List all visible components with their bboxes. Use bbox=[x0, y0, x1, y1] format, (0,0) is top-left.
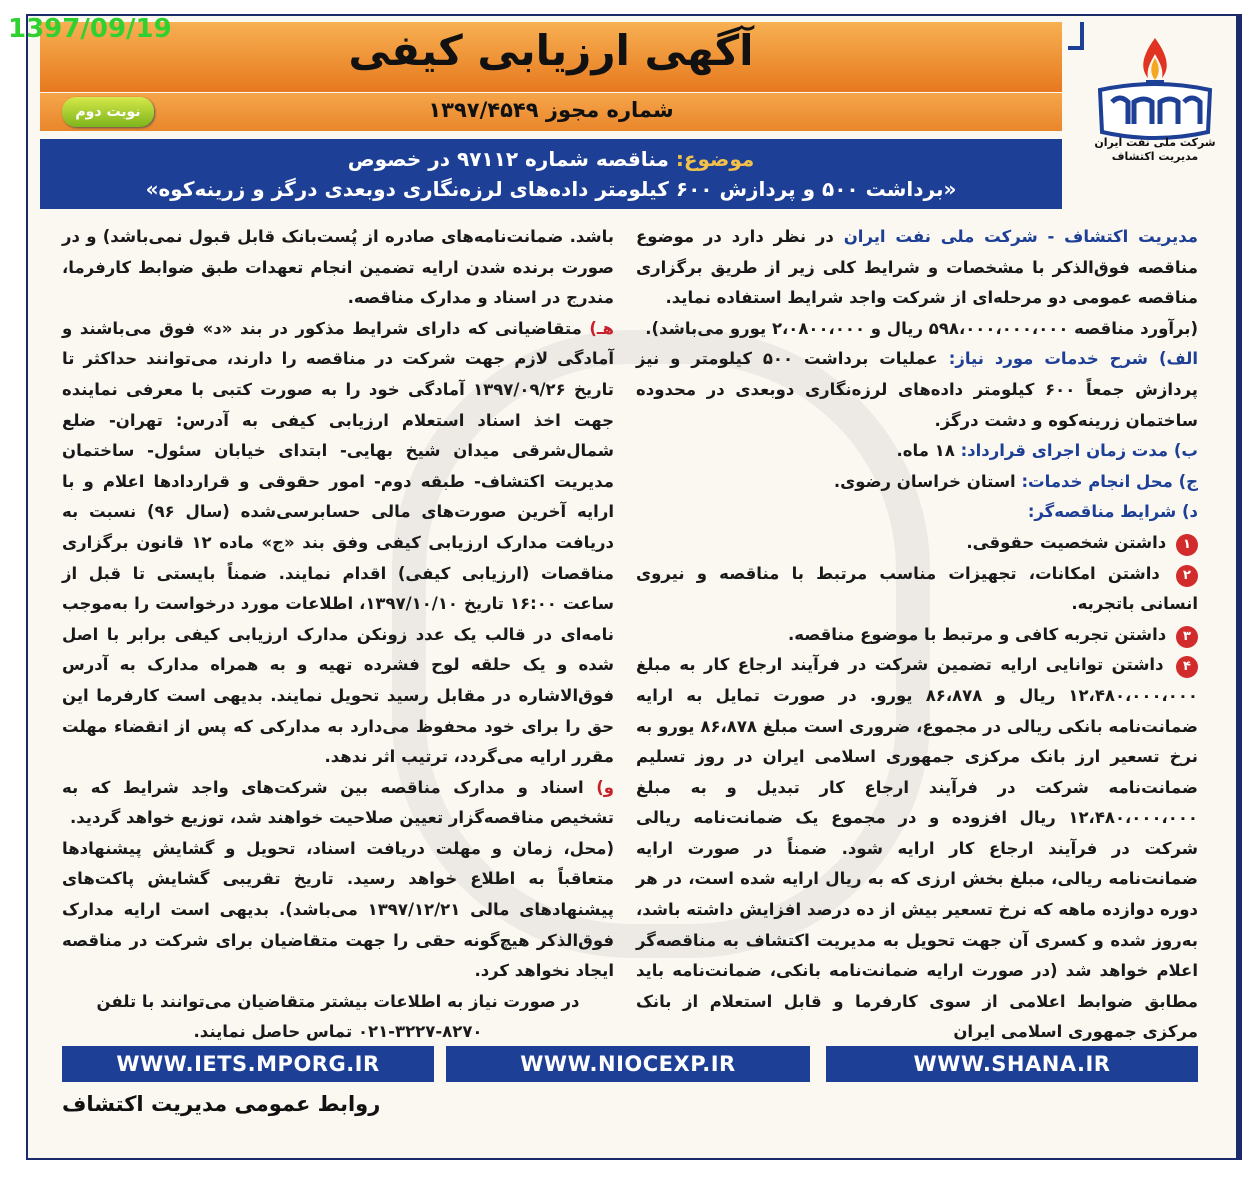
section-e-text: متقاضیانی که دارای شرایط مذکور در بند «د» فوق می‌باشند و آمادگی لازم جهت شرکت در مناقصه را دارند، می‌توانند حداکثر تا تاریخ ۱۳۹۷/۰۹/۲۶ آمادگی خود را به صورت کتبی با معرفی نماینده جهت اخذ اسناد استعلام ارزیابی کیفی به آدرس: تهران- ضلع شمال‌شرقی میدان شیخ بهایی- ابتدای خیابان سئول- ساختمان مدیریت اکتشاف- طبقه دوم- امور حقوقی و قراردادها اعلام و با ارایه آخرین صورت‌های مالی حسابرسی‌شده (سال ۹۶) نسبت به دریافت مدارک ارزیابی کیفی وفق بند «ج» ماده ۱۲ قانون برگزاری مناقصات (ارزیابی کیفی) اقدام نمایند. ضمناً بایستی تا قبل از ساعت ۱۶:۰۰ تاریخ ۱۳۹۷/۱۰/۱۰، اطلاعات مورد درخواست را به‌موجب نامه‌ای در قالب یک عدد زونکن مدارک ارزیابی کیفی برابر با اصل شده و یک حلقه لوح فشرده تهیه و به همراه مدارک به آدرس فوق‌الاشاره در مقابل رسید تحویل نمایند. بدیهی است کارفرما این حق را برای خود محفوظ می‌دارد به مدارکی که پس از انقضاء مهلت مقرر ارایه می‌گردد، ترتیب اثر ندهد. bbox=[62, 318, 614, 767]
section-d-heading: د) شرایط مناقصه‌گر: bbox=[1027, 502, 1198, 522]
guarantee-continuation: باشد. ضمانت‌نامه‌های صادره از پُست‌بانک قابل قبول نمی‌باشد) و در صورت برنده شدن ارایه تضمین انجام تعهدات طبق ضوابط کارفرما، مندرج در اسناد و مدارک مناقصه. bbox=[62, 227, 614, 308]
date-stamp: 1397/09/19 bbox=[8, 14, 172, 44]
condition-1-number: ۱ bbox=[1176, 534, 1198, 556]
title-bar bbox=[40, 22, 1062, 92]
section-a-heading: الف) شرح خدمات مورد نیاز: bbox=[948, 349, 1199, 369]
condition-2-text: داشتن امکانات، تجهیزات مناسب مرتبط با مناقصه و نیروی انسانی باتجربه. bbox=[636, 563, 1198, 614]
public-relations-footer: روابط عمومی مدیریت اکتشاف bbox=[62, 1092, 381, 1116]
frame-edge bbox=[1238, 14, 1242, 1160]
condition-3-text: داشتن تجربه کافی و مرتبط با موضوع مناقصه. bbox=[787, 624, 1172, 644]
subject-label: موضوع: bbox=[675, 147, 755, 171]
section-f bbox=[62, 773, 614, 834]
permit-number: شماره مجوز ۱۳۹۷/۴۵۴۹ bbox=[428, 98, 674, 122]
section-a bbox=[636, 344, 1198, 436]
schedule-paragraph: (محل، زمان و مهلت دریافت اسناد، تحویل و گشایش پیشنهادها متعاقباً به اطلاع خواهد رسید. تاریخ تقریبی گشایش پاکت‌های پیشنهادهای مالی ۱۳۹۷/۱۲/۲۱ می‌باشد). بدیهی است ارایه مدارک فوق‌الذکر هیچ‌گونه حقی را جهت متقاضیان برای شرکت در مناقصه ایجاد نخواهد کرد. bbox=[62, 838, 614, 981]
ad-title: آگهی ارزیابی کیفی bbox=[348, 26, 754, 75]
contact-info: در صورت نیاز به اطلاعات بیشتر متقاضیان می‌توانند با تلفن ۸۲۷۰-۳۲۲۷-۰۲۱ تماس حاصل نمایند. bbox=[96, 991, 580, 1042]
left-column bbox=[62, 222, 614, 1048]
condition-2-number: ۲ bbox=[1176, 565, 1198, 587]
condition-2 bbox=[636, 559, 1198, 620]
subject-line-1 bbox=[40, 147, 1062, 171]
second-publication-badge: نوبت دوم bbox=[62, 97, 154, 127]
logo-caption-company: شرکت ملی نفت ایران bbox=[1094, 136, 1216, 149]
condition-4-number: ۴ bbox=[1176, 656, 1198, 678]
section-e-heading: هـ) bbox=[589, 318, 614, 338]
section-b-text: ۱۸ ماه. bbox=[896, 441, 961, 461]
condition-1 bbox=[636, 528, 1198, 559]
intro-heading: مدیریت اکتشاف - شرکت ملی نفت ایران bbox=[843, 227, 1198, 246]
section-c bbox=[636, 467, 1198, 498]
section-b bbox=[636, 436, 1198, 467]
subject-line-2: «برداشت ۵۰۰ و پردازش ۶۰۰ کیلومتر داده‌های لرزه‌نگاری دوبعدی درگز و زرینه‌کوه» bbox=[145, 177, 957, 201]
section-b-heading: ب) مدت زمان اجرای قرارداد: bbox=[960, 441, 1198, 461]
section-c-text: استان خراسان رضوی. bbox=[833, 471, 1022, 491]
section-f-text: اسناد و مدارک مناقصه بین شرکت‌های واجد شرایط که به تشخیص مناقصه‌گزار تعیین صلاحیت خواهند شد، توزیع خواهد گردید. bbox=[62, 777, 614, 828]
intro-paragraph bbox=[636, 222, 1198, 314]
logo-caption bbox=[1082, 136, 1228, 164]
section-e bbox=[62, 314, 614, 773]
url-niocexp[interactable]: WWW.NIOCEXP.IR bbox=[446, 1046, 810, 1082]
section-c-heading: ج) محل انجام خدمات: bbox=[1021, 471, 1198, 491]
corner-mark bbox=[1068, 22, 1084, 50]
intro-text: در نظر دارد در موضوع مناقصه فوق‌الذکر با مشخصات و شرایط کلی زیر از طریق برگزاری مناقصه عمومی دو مرحله‌ای از شرکت واجد شرایط استفاده نماید. bbox=[636, 227, 1198, 308]
right-column bbox=[636, 222, 1198, 1048]
section-f-heading: و) bbox=[596, 777, 614, 797]
subject-tender-number: مناقصه شماره ۹۷۱۱۲ در خصوص bbox=[347, 147, 676, 171]
subject-bar bbox=[40, 139, 1062, 209]
logo-caption-dept: مدیریت اکتشاف bbox=[1111, 150, 1199, 163]
condition-1-text: داشتن شخصیت حقوقی. bbox=[966, 532, 1172, 552]
url-shana[interactable]: WWW.SHANA.IR bbox=[826, 1046, 1198, 1082]
condition-4-text: داشتن توانایی ارایه تضمین شرکت در فرآیند ارجاع کار به مبلغ ۱۲،۴۸۰،۰۰۰،۰۰۰ ریال و ۸۶،۸۷۸ یورو. در صورت تمایل به ارایه ضمانت‌نامه بانکی ریالی در مجموع، ضروری است مبلغ ۸۶،۸۷۸ یورو به نرخ تسعیر ارز بانک مرکزی جمهوری اسلامی ایران در روز تسلیم ضمانت‌نامه شرکت در فرآیند ارجاع کار تبدیل و به مبلغ ۱۲،۴۸۰،۰۰۰،۰۰۰ ریال افزوده و در مجموع یک ضمانت‌نامه ریالی شرکت در فرآیند ارجاع کار ارایه شود. ضمناً در صورت ارایه ضمانت‌نامه ریالی، مبلغ بخش ارزی که به ریال ارایه شده است، در هر دوره دوازده ماهه که نرخ تسعیر بیش از ده درصد افزایش داشته باشد، به‌روز شده و کسری آن جهت تحویل به مدیریت اکتشاف به مناقصه‌گر اعلام خواهد شد (در صورت ارایه ضمانت‌نامه بانکی، ضمانت‌نامه باید مطابق ضوابط اعلامی از سوی کارفرما و قابل استعلام از بانک مرکزی جمهوری اسلامی ایران bbox=[636, 655, 1198, 1042]
condition-4 bbox=[636, 650, 1198, 1048]
condition-3-number: ۳ bbox=[1176, 626, 1198, 648]
url-iets[interactable]: WWW.IETS.MPORG.IR bbox=[62, 1046, 434, 1082]
estimate-text: (برآورد مناقصه ۵۹۸،۰۰۰،۰۰۰،۰۰۰ ریال و ۲،۰۸۰۰،۰۰۰ یورو می‌باشد). bbox=[645, 318, 1198, 338]
section-d bbox=[636, 497, 1198, 528]
condition-3 bbox=[636, 620, 1198, 651]
section-a-text: عملیات برداشت ۵۰۰ کیلومتر و نیز پردازش جمعاً ۶۰۰ کیلومتر داده‌های لرزه‌نگاری دوبعدی در محدوده ساختمان زرینه‌کوه و دشت درگز. bbox=[636, 349, 1198, 430]
permit-bar bbox=[40, 93, 1062, 131]
